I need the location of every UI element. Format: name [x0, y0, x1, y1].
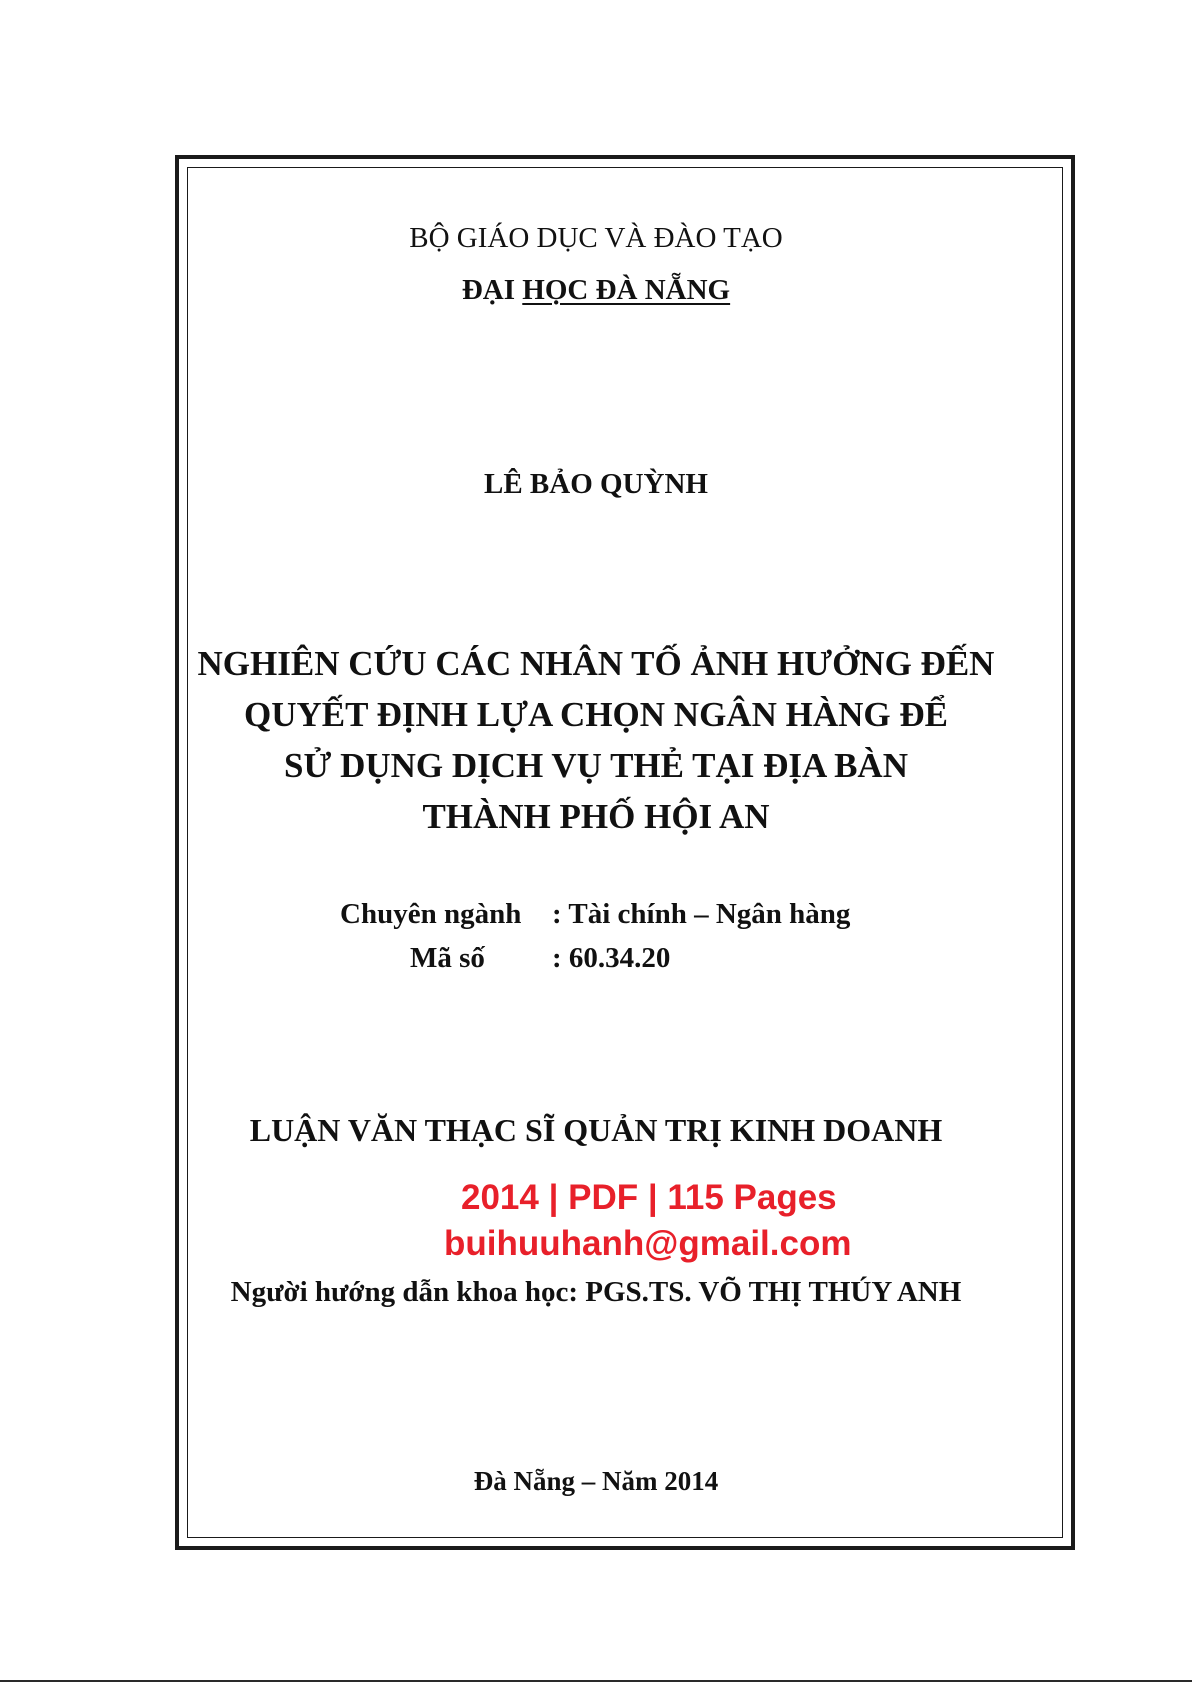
page-border-outer [175, 155, 1075, 1550]
watermark-email: buihuuhanh@gmail.com [444, 1224, 852, 1263]
major-value: : Tài chính – Ngân hàng [552, 898, 851, 930]
page-border-inner [187, 167, 1063, 1538]
thesis-title-line: NGHIÊN CỨU CÁC NHÂN TỐ ẢNH HƯỞNG ĐẾN [197, 644, 995, 683]
place-year: Đà Nẵng – Năm 2014 [473, 1466, 719, 1496]
university-prefix: ĐẠI [461, 274, 523, 306]
thesis-title [0, 638, 1192, 842]
degree-heading: LUẬN VĂN THẠC SĨ QUẢN TRỊ KINH DOANH [249, 1112, 943, 1148]
thesis-title-line: SỬ DỤNG DỊCH VỤ THẺ TẠI ĐỊA BÀN [284, 746, 908, 785]
advisor-line: Người hướng dẫn khoa học: PGS.TS. VÕ THỊ THÚY ANH [230, 1276, 962, 1308]
watermark-line-1: 2014 | PDF | 115 Pages [461, 1178, 837, 1217]
university-heading [0, 274, 1192, 307]
university-underlined: HỌC ĐÀ NẴNG [522, 274, 731, 306]
code-label: Mã số [410, 942, 485, 974]
author-name: LÊ BẢO QUỲNH [484, 468, 708, 500]
code-value: : 60.34.20 [552, 942, 671, 974]
ministry-heading: BỘ GIÁO DỤC VÀ ĐÀO TẠO [409, 222, 783, 254]
major-label: Chuyên ngành [340, 898, 522, 930]
thesis-title-line: THÀNH PHỐ HỘI AN [422, 797, 770, 836]
thesis-title-line: QUYẾT ĐỊNH LỰA CHỌN NGÂN HÀNG ĐỂ [244, 695, 948, 734]
bottom-rule [0, 1680, 1192, 1682]
